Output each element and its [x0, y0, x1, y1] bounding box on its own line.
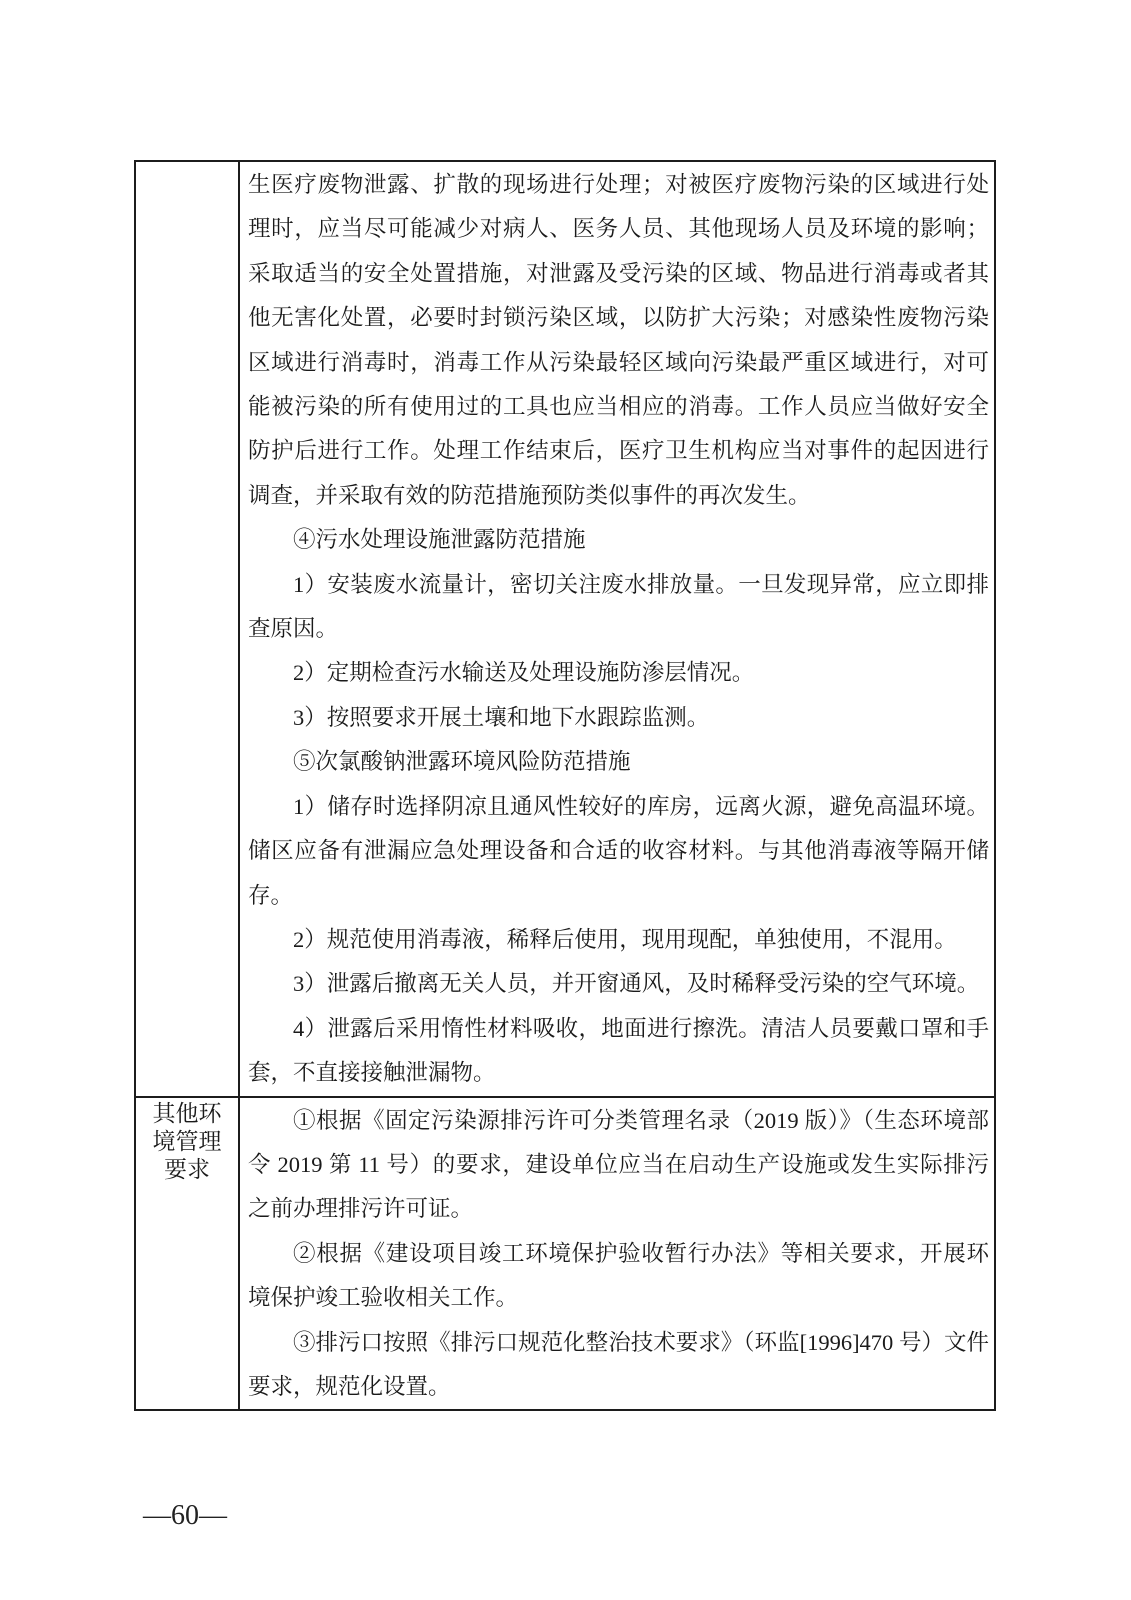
paragraph-item: 1）储存时选择阴凉且通风性较好的库房，远离火源，避免高温环境。储区应备有泄漏应急处理设备和合适的收容材料。与其他消毒液等隔开储存。 [248, 793, 989, 908]
paragraph-continuation: 生医疗废物泄露、扩散的现场进行处理；对被医疗废物污染的区域进行处理时，应当尽可能减少对病人、医务人员、其他现场人员及环境的影响；采取适当的安全处置措施，对泄露及受污染的区域、物品进行消毒或者其他无害化处置，必要时封锁污染区域，以防扩大污染；对感染性废物污染区域进行消毒时，消毒工作从污染最轻区域向污染最严重区域进行，对可能被污染的所有使用过的工具也应当相应的消毒。工作人员应当做好安全防护后进行工作。处理工作结束后，医疗卫生机构应当对事件的起因进行调查，并采取有效的防范措施预防类似事件的再次发生。 [248, 172, 989, 508]
paragraph-item: ②根据《建设项目竣工环境保护验收暂行办法》等相关要求，开展环境保护竣工验收相关工作。 [248, 1240, 989, 1311]
paragraph-heading-4: ④污水处理设施泄露防范措施 [293, 527, 586, 553]
other-requirements-content-cell [239, 1097, 995, 1411]
table-row-other-requirements [135, 1097, 995, 1411]
paragraph-item: 3）泄露后撤离无关人员，并开窗通风，及时稀释受污染的空气环境。 [293, 971, 980, 997]
paragraph-item: 3）按照要求开展土壤和地下水跟踪监测。 [293, 704, 710, 730]
row-header-label: 其他环境管理要求 [152, 1100, 222, 1182]
page-number: —60— [143, 1500, 227, 1531]
paragraph-item: ③排污口按照《排污口规范化整治技术要求》（环监[1996]470 号）文件要求，规范化设置。 [248, 1329, 989, 1399]
paragraph-item: 2）定期检查污水输送及处理设施防渗层情况。 [293, 660, 755, 686]
paragraph-item: 4）泄露后采用惰性材料吸收，地面进行擦洗。清洁人员要戴口罩和手套，不直接接触泄漏物。 [248, 1015, 989, 1086]
row-header-cell-other-env-mgmt [135, 1097, 239, 1411]
row-header-cell-empty [135, 161, 239, 1097]
paragraph-item: 1）安装废水流量计，密切关注废水排放量。一旦发现异常，应立即排查原因。 [248, 571, 989, 642]
paragraph-item: 2）规范使用消毒液，稀释后使用，现用现配，单独使用，不混用。 [293, 926, 957, 952]
paragraph-item: ①根据《固定污染源排污许可分类管理名录（2019 版）》（生态环境部令 2019 第 11 号）的要求，建设单位应当在启动生产设施或发生实际排污之前办理排污许可证。 [248, 1107, 989, 1222]
paragraph-heading-5: ⑤次氯酸钠泄露环境风险防范措施 [293, 749, 631, 775]
environment-management-table [134, 160, 996, 1411]
table-row-risk-measures [135, 161, 995, 1097]
risk-measures-content-cell [239, 161, 995, 1097]
